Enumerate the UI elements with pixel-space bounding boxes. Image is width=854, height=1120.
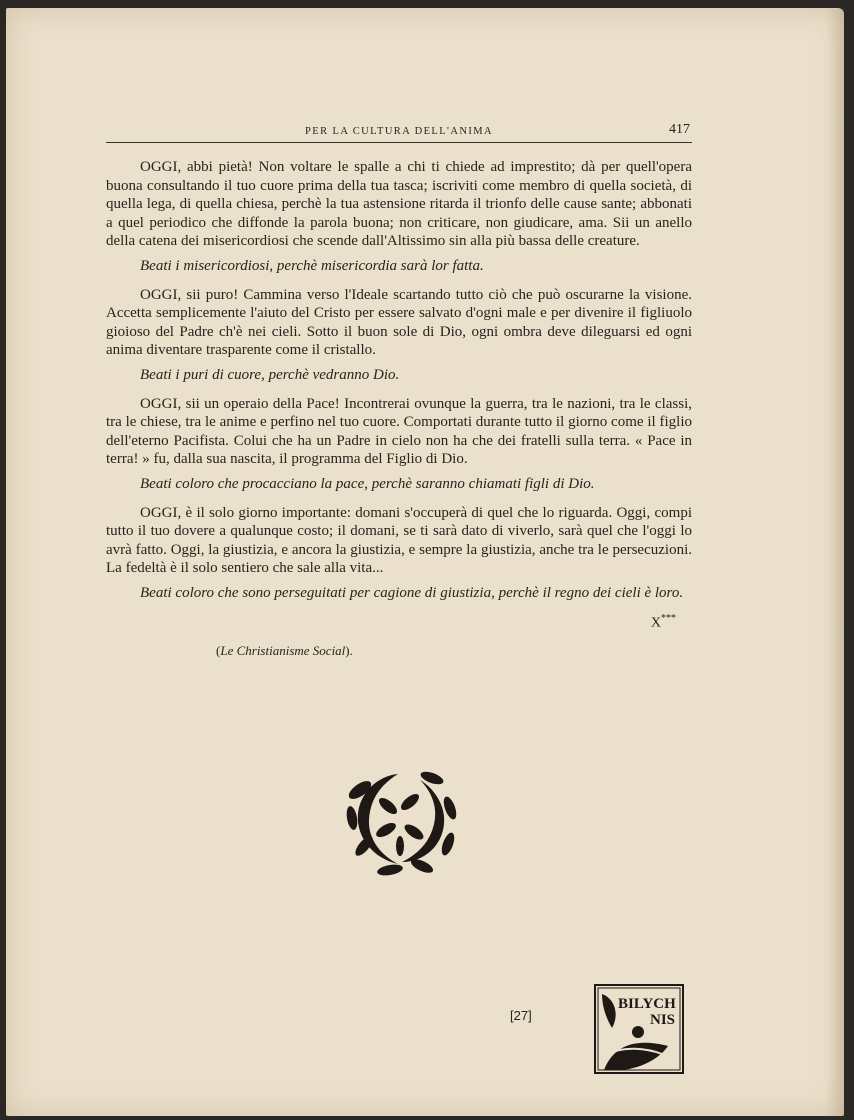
paragraph-purity: OGGI, sii puro! Cammina verso l'Ideale scartando tutto ciò che può oscurarne la visione. Accetta semplicemente l'aiuto del Cristo per essere salvato d'ogni male e per divenire il figliuolo gioioso del Padre ch'è nei cieli. Sotto il buon sole di Dio, ogni ombra deve dileguarsi ed ogni anima diventare trasparente come il cristallo. <box>106 286 692 359</box>
source-citation: (Le Christianisme Social). <box>216 642 353 658</box>
paragraph-mercy: OGGI, abbi pietà! Non voltare le spalle a chi ti chiede ad imprestito; dà per quell'opera buona consultando il tuo cuore prima della tua tasca; iscriviti come membro di quella società, di quella lega, di quella chiesa, perchè la tua astensione ritarda il trionfo delle cause sante; abbonati a quel periodico che diffonde la parola buona; non criticare, non giudicare, ama. Sii un anello della catena dei misericordiosi che scende dall'Altissimo sin alla più bassa delle creature. <box>106 159 692 250</box>
signature-initial: X <box>650 616 661 632</box>
book-page <box>6 8 844 1116</box>
folio-number: [27] <box>510 1008 532 1023</box>
publisher-colophon-icon <box>594 984 684 1074</box>
svg-text:NIS: NIS <box>650 1012 676 1028</box>
page-number: 417 <box>669 122 690 137</box>
article-body <box>106 158 692 660</box>
paragraph-peace: OGGI, sii un operaio della Pace! Incontrerai ovunque la guerra, tra le nazioni, tra le classi, tra le chiese, tra le anime e perfino nel tuo cuore. Comportati durante tutto il giorno come il figlio dell'eterno Pacifista. Colui che ha un Padre in cielo non ha che dei fratelli sulla terra. « Pace in terra! » fu, dalla sua nascita, il programma del Figlio di Dio. <box>106 395 692 468</box>
paragraph-justice: OGGI, è il solo giorno importante: domani s'occuperà di quel che lo riguarda. Oggi, compi tutto il tuo dovere a qualunque costo; il domani, se ti sarà dato di viverlo, sarà quel che l'oggi lo avrà fatto. Oggi, la giustizia, e ancora la giustizia, e sempre la giustizia, anche tra le persecuzioni. La fedeltà è il solo sentiero che sale alla vita... <box>106 504 692 577</box>
signature-mark: *** <box>661 613 676 625</box>
signature <box>106 610 676 633</box>
beatitude-peace: Beati coloro che procacciano la pace, perchè saranno chiamati figli di Dio. <box>140 475 595 492</box>
wreath-ornament-icon <box>338 766 466 878</box>
beatitude-purity: Beati i puri di cuore, perchè vedranno Dio. <box>140 366 400 383</box>
beatitude-justice: Beati coloro che sono perseguitati per cagione di giustizia, perchè il regno dei cieli è loro. <box>140 584 684 601</box>
source-title: Le Christianisme Social <box>220 642 346 658</box>
running-title: PER LA CULTURA DELL'ANIMA <box>305 126 493 137</box>
svg-text:BILYCH: BILYCH <box>618 996 676 1012</box>
beatitude-mercy: Beati i misericordiosi, perchè misericordia sarà lor fatta. <box>140 257 484 274</box>
running-head <box>106 124 692 143</box>
